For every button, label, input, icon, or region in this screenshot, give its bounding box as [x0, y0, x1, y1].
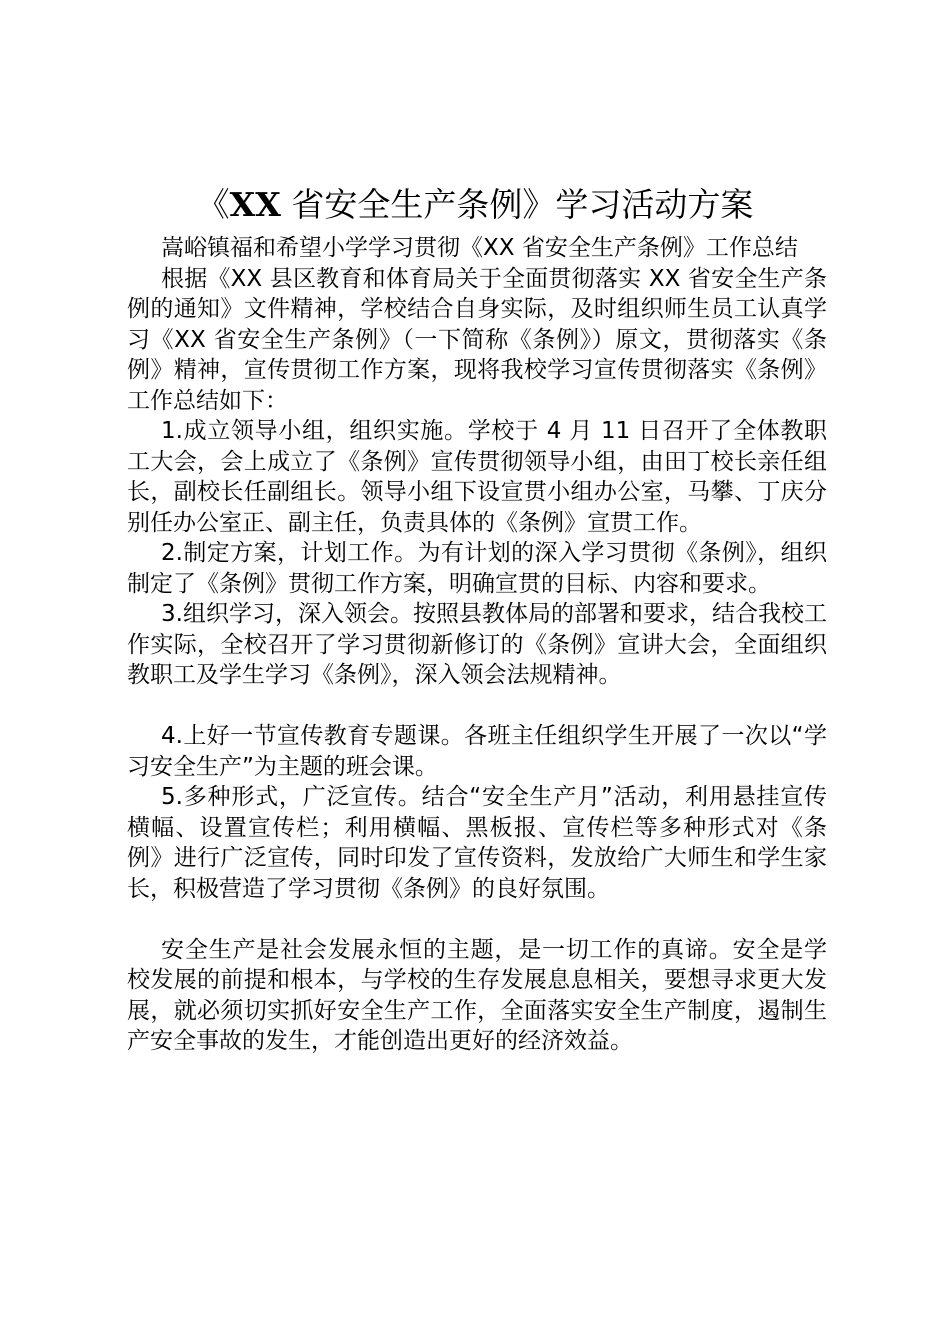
document-title [0, 180, 950, 230]
paragraph-item-4: 4.上好一节宣传教育专题课。各班主任组织学生开展了一次以“学习安全生产”为主题的班会课。 [127, 723, 827, 780]
title-prefix: 《 [196, 185, 230, 224]
paragraph-item-2: 2.制定方案，计划工作。为有计划的深入学习贯彻《条例》，组织制定了《条例》贯彻工作方案，明确宣贯的目标、内容和要求。 [127, 540, 827, 597]
paragraph-item-1: 1.成立领导小组，组织实施。学校于 4 月 11 日召开了全体教职工大会，会上成立了《条例》宣传贯彻领导小组，由田丁校长亲任组长，副校长任副组长。领导小组下设宣贯小组办公室，马攀、丁庆分别任办公室正、副主任，负责具体的《条例》宣贯工作。 [127, 418, 827, 536]
paragraph-item-5: 5.多种形式，广泛宣传。结合“安全生产月”活动，利用悬挂宣传横幅、设置宣传栏；利用横幅、黑板报、宣传栏等多种形式对《条例》进行广泛宣传，同时印发了宣传资料，发放给广大师生和学生家长，积极营造了学习贯彻《条例》的良好氛围。 [127, 784, 827, 902]
paragraph-subtitle: 嵩峪镇福和希望小学学习贯彻《XX 省安全生产条例》工作总结 [161, 235, 798, 261]
paragraph-gap [127, 691, 827, 722]
paragraph-intro: 根据《XX 县区教育和体育局关于全面贯彻落实 XX 省安全生产条例的通知》文件精神，学校结合自身实际，及时组织师生员工认真学习《XX 省安全生产条例》（一下简称《条例》）原文，贯彻落实《条例》精神，宣传贯彻工作方案，现将我校学习宣传贯彻落实《条例》工作总结如下： [127, 265, 827, 414]
title-rest: 省安全生产条例》学习活动方案 [280, 185, 754, 224]
paragraph-item-3: 3.组织学习，深入领会。按照县教体局的部署和要求，结合我校工作实际，全校召开了学习贯彻新修订的《条例》宣讲大会，全面组织教职工及学生学习《条例》，深入领会法规精神。 [127, 601, 827, 688]
title-latin: XX [229, 185, 281, 224]
document-body [127, 233, 827, 1057]
paragraph-conclusion: 安全生产是社会发展永恒的主题，是一切工作的真谛。安全是学校发展的前提和根本，与学校的生存发展息息相关，要想寻求更大发展，就必须切实抓好安全生产工作，全面落实安全生产制度，遏制生产安全事故的发生，才能创造出更好的经济效益。 [127, 936, 827, 1054]
paragraph-gap [127, 904, 827, 935]
